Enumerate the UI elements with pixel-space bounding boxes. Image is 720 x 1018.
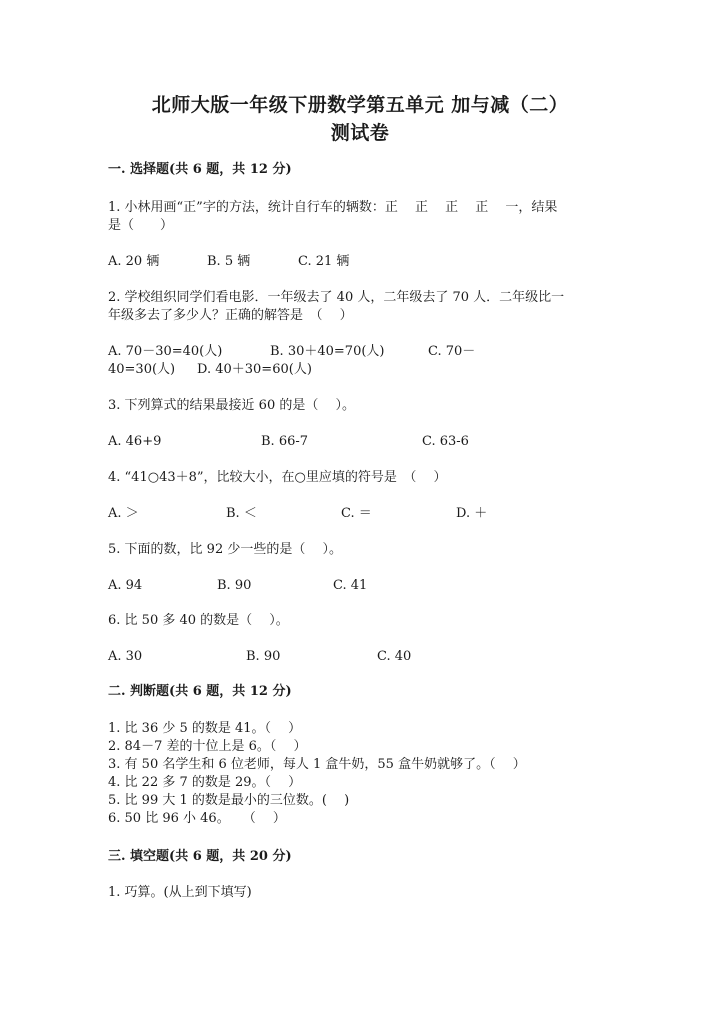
q1-text-line2: 是（ ） xyxy=(108,218,174,233)
section3-header: 三. 填空题(共 6 题，共 20 分) xyxy=(108,849,292,864)
q3-option-b: B. 66-7 xyxy=(261,434,309,449)
q2-text-line2: 年级多去了多少人？正确的解答是 （ ） xyxy=(108,308,353,323)
q2-option-d: D. 40＋30=60(人) xyxy=(197,362,312,377)
q5-text: 5. 下面的数，比 92 少一些的是（ ）。 xyxy=(108,542,342,557)
judge-item-4: 4. 比 22 多 7 的数是 29。（ ） xyxy=(108,775,302,790)
q3-option-a: A. 46+9 xyxy=(108,434,162,449)
q1-option-c: C. 21 辆 xyxy=(298,254,350,269)
q4-text: 4. “41○43＋8”，比较大小，在○里应填的符号是 （ ） xyxy=(108,470,447,485)
q6-option-c: C. 40 xyxy=(377,649,412,664)
q2-option-b: B. 30＋40=70(人) xyxy=(270,344,385,359)
q6-option-a: A. 30 xyxy=(108,649,143,664)
judge-item-3: 3. 有 50 名学生和 6 位老师，每人 1 盒牛奶，55 盒牛奶就够了。（ ） xyxy=(108,757,526,772)
judge-item-6: 6. 50 比 96 小 46。 （ ） xyxy=(108,811,286,826)
section1-header: 一. 选择题(共 6 题，共 12 分) xyxy=(108,162,292,177)
q4-option-a: A. ＞ xyxy=(108,506,139,521)
doc-title-line2: 测试卷 xyxy=(330,122,390,144)
fill-q1-text: 1. 巧算。(从上到下填写) xyxy=(108,885,252,900)
doc-title-line1: 北师大版一年级下册数学第五单元 加与减（二） xyxy=(151,94,569,116)
q2-option-a: A. 70－30=40(人) xyxy=(108,344,223,359)
q4-option-b: B. ＜ xyxy=(226,506,257,521)
judge-item-5: 5. 比 99 大 1 的数是最小的三位数。( ) xyxy=(108,793,350,808)
q2-option-c-cont: 40=30(人) xyxy=(108,362,176,377)
q2-option-c: C. 70－ xyxy=(428,344,476,359)
q3-text: 3. 下列算式的结果最接近 60 的是（ ）。 xyxy=(108,398,355,413)
section2-header: 二. 判断题(共 6 题，共 12 分) xyxy=(108,684,292,699)
q3-option-c: C. 63-6 xyxy=(422,434,469,449)
q5-option-a: A. 94 xyxy=(108,578,143,593)
q4-option-c: C. ＝ xyxy=(341,506,372,521)
q5-option-b: B. 90 xyxy=(217,578,252,593)
q5-option-c: C. 41 xyxy=(333,578,368,593)
q6-option-b: B. 90 xyxy=(246,649,281,664)
judge-item-1: 1. 比 36 少 5 的数是 41。（ ） xyxy=(108,721,302,736)
judge-item-2: 2. 84－7 差的十位上是 6。（ ） xyxy=(108,739,307,754)
q4-option-d: D. ＋ xyxy=(456,506,488,521)
q1-text-line1: 1. 小林用画“正”字的方法，统计自行车的辆数：正 正 正 正 一，结果 xyxy=(108,200,558,215)
q1-option-b: B. 5 辆 xyxy=(207,254,251,269)
q6-text: 6. 比 50 多 40 的数是（ ）。 xyxy=(108,613,289,628)
q2-text-line1: 2. 学校组织同学们看电影．一年级去了 40 人，二年级去了 70 人．二年级比一 xyxy=(108,290,565,305)
q1-option-a: A. 20 辆 xyxy=(108,254,160,269)
